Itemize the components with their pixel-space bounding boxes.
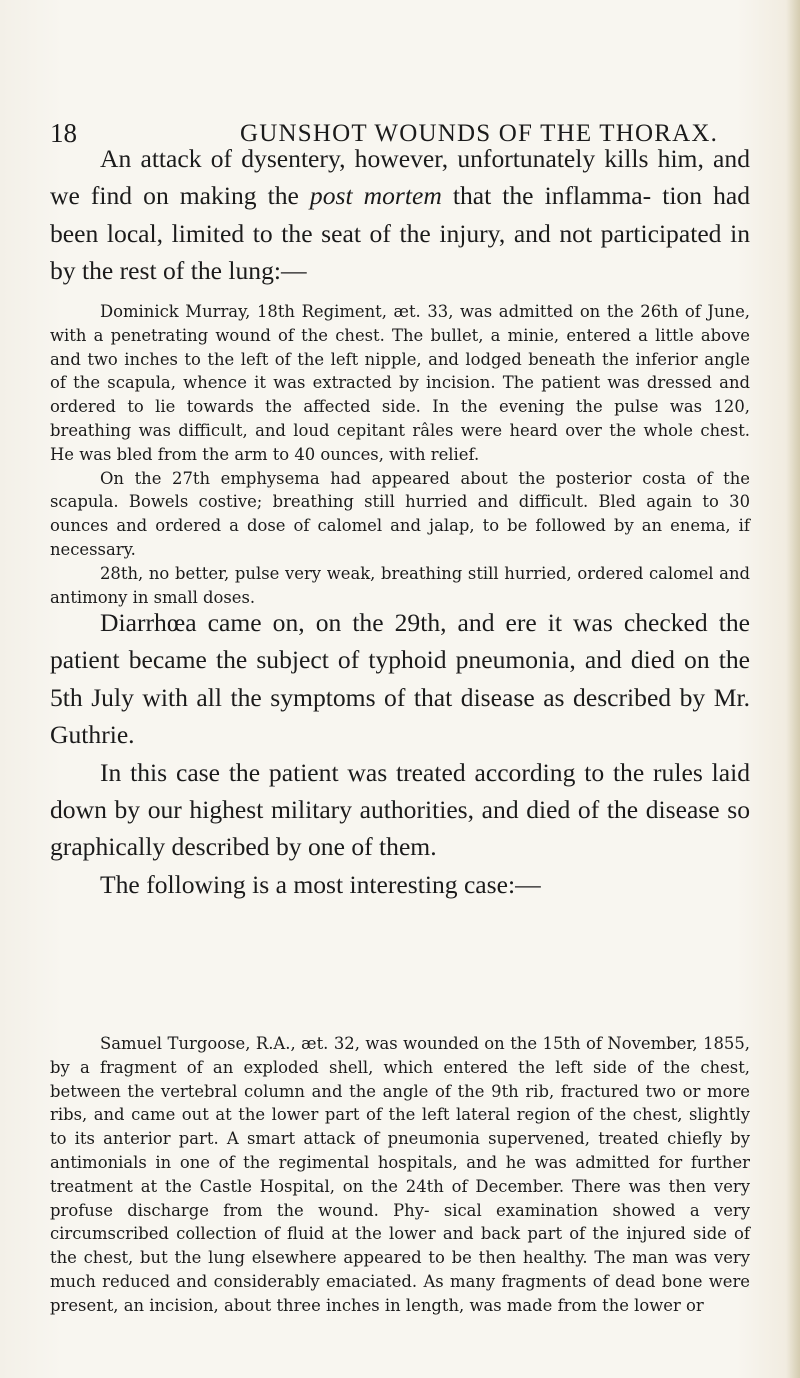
- page-edge-shadow: [786, 0, 800, 1378]
- italic-term: post mortem: [309, 181, 442, 211]
- case-paragraph: Samuel Turgoose, R.A., æt. 32, was wounded on the 15th of November, 1855, by a fragment of an exploded shell, which entered the left side of the chest, between the vertebral column and the angle of the 9th rib, fractured two or more ribs, and came out at the lower part of the left lateral region of the chest, slightly to its anterior part. A smart attack of pneumonia supervened, treated chiefly by antimonials in one of the regimental hospitals, and he was admitted for further treatment at the Castle Hospital, on the 24th of December. There was then very profuse discharge from the wound. Phy- sical examination showed a very circumscribed collection of fluid at the lower and back part of the injured side of the chest, but the lung elsewhere appeared to be then healthy. The man was very much reduced and considerably emaciated. As many fragments of dead bone were present, an incision, about three inches in length, was made from the lower or: [50, 1034, 750, 1315]
- case-report-turgoose: [50, 1032, 750, 1318]
- paragraph-dysentery: [50, 140, 750, 290]
- case-paragraph: Dominick Murray, 18th Regiment, æt. 33, was admitted on the 26th of June, with a penetrating wound of the chest. The bullet, a minie, entered a little above and two inches to the left of the left nipple, and lodged beneath the inferior angle of the scapula, whence it was extracted by incision. The patient was dressed and ordered to lie towards the affected side. In the evening the pulse was 120, breathing was difficult, and loud cepitant râles were heard over the whole chest. He was bled from the arm to 40 ounces, with relief.: [50, 302, 750, 464]
- body-paragraph: In this case the patient was treated according to the rules laid down by our highest military authorities, and died of the disease so graphically described by one of them.: [50, 757, 750, 862]
- page-number: 18: [50, 118, 77, 148]
- discussion-paragraphs: [50, 604, 750, 903]
- paragraph-text: that the inflamma- tion had been local, limited to the seat of the injury, and not participated in by the rest of the lung:—: [50, 181, 751, 286]
- case-paragraph: On the 27th emphysema had appeared about the posterior costa of the scapula. Bowels costive; breathing still hurried and difficult. Bled again to 30 ounces and ordered a dose of calomel and jalap, to be followed by an enema, if necessary.: [50, 468, 750, 559]
- case-report-murray: [50, 300, 750, 609]
- body-paragraph: Diarrhœa came on, on the 29th, and ere it was checked the patient became the subject of typhoid pneumonia, and died on the 5th July with all the symptoms of that disease as described by Mr. Guthrie.: [50, 608, 750, 750]
- running-head: GUNSHOT WOUNDS OF THE THORAX.: [240, 120, 719, 147]
- case-paragraph: 28th, no better, pulse very weak, breathing still hurried, ordered calomel and antimony in small doses.: [50, 563, 750, 607]
- body-paragraph: The following is a most interesting case:—: [100, 869, 541, 899]
- paragraph-text: An attack of dysentery, however, unfortunately kills him, and we find on making the: [50, 144, 750, 211]
